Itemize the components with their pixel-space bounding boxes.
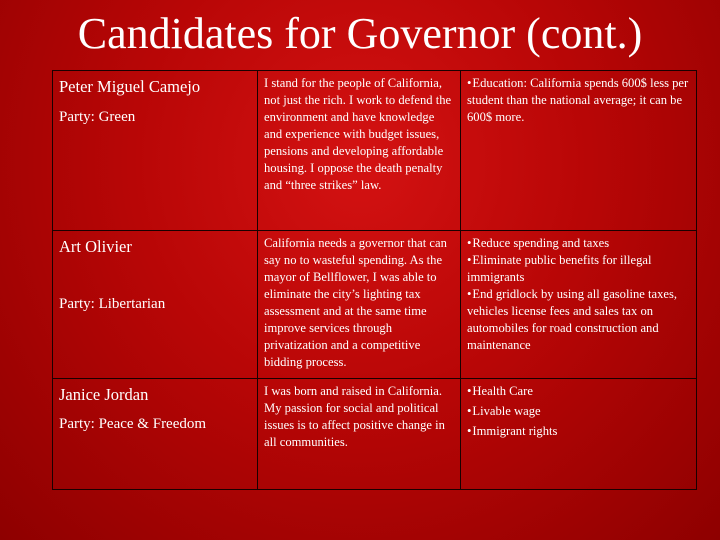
slide-title: Candidates for Governor (cont.)	[77, 9, 643, 58]
candidates-table	[52, 70, 697, 490]
candidate-party: Party: Peace & Freedom	[59, 416, 207, 432]
list-item: • Eliminate public benefits for illegal immigrants	[467, 252, 690, 286]
candidate-name: Janice Jordan	[59, 385, 149, 404]
positions-list	[467, 75, 690, 126]
positions-cell	[461, 379, 697, 490]
list-item: • Immigrant rights	[467, 423, 690, 440]
candidate-cell	[53, 231, 258, 379]
candidate-party: Party: Green	[59, 109, 136, 125]
candidate-cell	[53, 379, 258, 490]
statement-cell: I stand for the people of California, not just the rich. I work to defend the environment and have knowledge and experience with budget issues, pensions and developing affordable housing. I oppose the death penalty and “three strikes” law.	[258, 71, 461, 231]
list-item: • Health Care	[467, 383, 690, 400]
positions-list	[467, 235, 690, 354]
list-item: • Livable wage	[467, 403, 690, 420]
positions-cell	[461, 231, 697, 379]
table-row	[53, 231, 697, 379]
candidate-cell	[53, 71, 258, 231]
list-item: • Reduce spending and taxes	[467, 235, 690, 252]
positions-cell	[461, 71, 697, 231]
candidate-name: Art Olivier	[59, 237, 132, 256]
candidate-party: Party: Libertarian	[59, 296, 166, 312]
statement-cell: California needs a governor that can say no to wasteful spending. As the mayor of Bellflower, I was able to eliminate the city’s lighting tax assessment and at the same time improve services through privatization and a competitive bidding process.	[258, 231, 461, 379]
positions-list	[467, 383, 690, 440]
statement-cell: I was born and raised in California. My passion for social and political issues is to affect positive change in all communities.	[258, 379, 461, 490]
table-row	[53, 379, 697, 490]
list-item: • Education: California spends 600$ less per student than the national average; it can be 600$ more.	[467, 75, 690, 126]
table-row	[53, 71, 697, 231]
candidate-name: Peter Miguel Camejo	[59, 77, 201, 96]
list-item: • End gridlock by using all gasoline taxes, vehicles license fees and sales tax on automobiles for road construction and maintenance	[467, 286, 690, 354]
